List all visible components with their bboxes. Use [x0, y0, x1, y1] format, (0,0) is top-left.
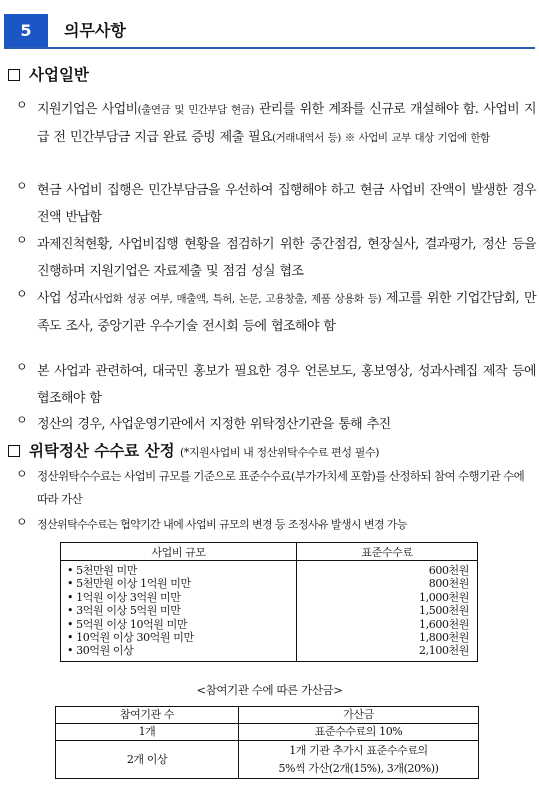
list-item: ㅇ 정산위탁수수료는 협약기간 내에 사업비 규모의 변경 등 조정사유 발생시 변경 가능 — [16, 515, 407, 531]
table-caption: <참여기관 수에 따른 가산금> — [196, 683, 343, 697]
surcharge-table — [55, 706, 479, 779]
subsection-settlement-fee — [8, 440, 379, 464]
column-header: 표준수수료 — [297, 543, 478, 561]
subsection-title: 사업일반 — [29, 66, 89, 84]
list-item: ㅇ 지원기업은 사업비(출연금 및 민간부담 현금) 관리를 위한 계좌를 신규로 개설해야 함. 사업비 지급 전 민간부담금 지급 완료 증빙 제출 필요(거래내역서 등) ※ 사업비 교부 대상 기업에 한함 — [16, 98, 536, 145]
list-item: ㅇ 과제진척현황, 사업비집행 현황을 점검하기 위한 중간점검, 현장실사, 결과평가, 정산 등을 진행하며 지원기업은 자료제출 및 점검 성실 협조 — [16, 233, 536, 279]
column-header: 참여기관 수 — [56, 707, 239, 724]
section-number-badge: 5 — [4, 14, 48, 47]
column-header: 사업비 규모 — [61, 543, 297, 561]
circle-bullet-icon: ㅇ — [16, 467, 28, 481]
circle-bullet-icon: ㅇ — [16, 413, 28, 427]
table-header-row — [61, 543, 478, 561]
list-item: ㅇ 정산의 경우, 사업운영기관에서 지정한 위탁정산기관을 통해 추진 — [16, 413, 391, 432]
table-row: 2개 이상 1개 기관 추가시 표준수수료의 5%씩 가산(2개(15%), 3개(20%)) — [56, 741, 479, 779]
square-bullet-icon — [8, 445, 20, 457]
section-header — [4, 14, 535, 49]
table-row: • 5천만원 미만 • 5천만원 이상 1억원 미만 • 1억원 이상 3억원 미만 • 3억원 이상 5억원 미만 • 5억원 이상 10억원 미만 • 10억원 이상 30억원 미만 • 30억원 이상 600천원 800천원 1,000천원 1,500천원 1,600천원 1,800천원 2,100천원 — [61, 561, 478, 662]
circle-bullet-icon: ㅇ — [16, 179, 28, 193]
circle-bullet-icon: ㅇ — [16, 287, 28, 301]
list-item: ㅇ 정산위탁수수료는 사업비 규모를 기준으로 표준수수료(부가가치세 포함)를 산정하되 참여 수행기관 수에 따라 가산 — [16, 467, 525, 506]
table-row: 1개 표준수수료의 10% — [56, 724, 479, 741]
column-header: 가산금 — [239, 707, 479, 724]
circle-bullet-icon: ㅇ — [16, 360, 28, 374]
circle-bullet-icon: ㅇ — [16, 98, 28, 112]
table-header-row — [56, 707, 479, 724]
list-item: ㅇ 현금 사업비 집행은 민간부담금을 우선하여 집행해야 하고 현금 사업비 잔액이 발생한 경우 전액 반납함 — [16, 179, 536, 225]
list-item: ㅇ 본 사업과 관련하여, 대국민 홍보가 필요한 경우 언론보도, 홍보영상, 성과사례집 제작 등에 협조해야 함 — [16, 360, 536, 406]
square-bullet-icon — [8, 69, 20, 81]
circle-bullet-icon: ㅇ — [16, 515, 28, 529]
subsection-business-general — [8, 64, 89, 86]
section-title: 의무사항 — [64, 21, 126, 40]
subsection-title: 위탁정산 수수료 산정 — [29, 442, 175, 460]
subsection-note: (*지원사업비 내 정산위탁수수료 편성 필수) — [179, 446, 380, 459]
list-item: ㅇ 사업 성과(사업화 성공 여부, 매출액, 특허, 논문, 고용창출, 제품 상용화 등) 제고를 위한 기업간담회, 만족도 조사, 중앙기관 우수기술 전시회 등에 협조해야 함 — [16, 287, 536, 334]
standard-fee-table — [60, 542, 478, 662]
circle-bullet-icon: ㅇ — [16, 233, 28, 247]
